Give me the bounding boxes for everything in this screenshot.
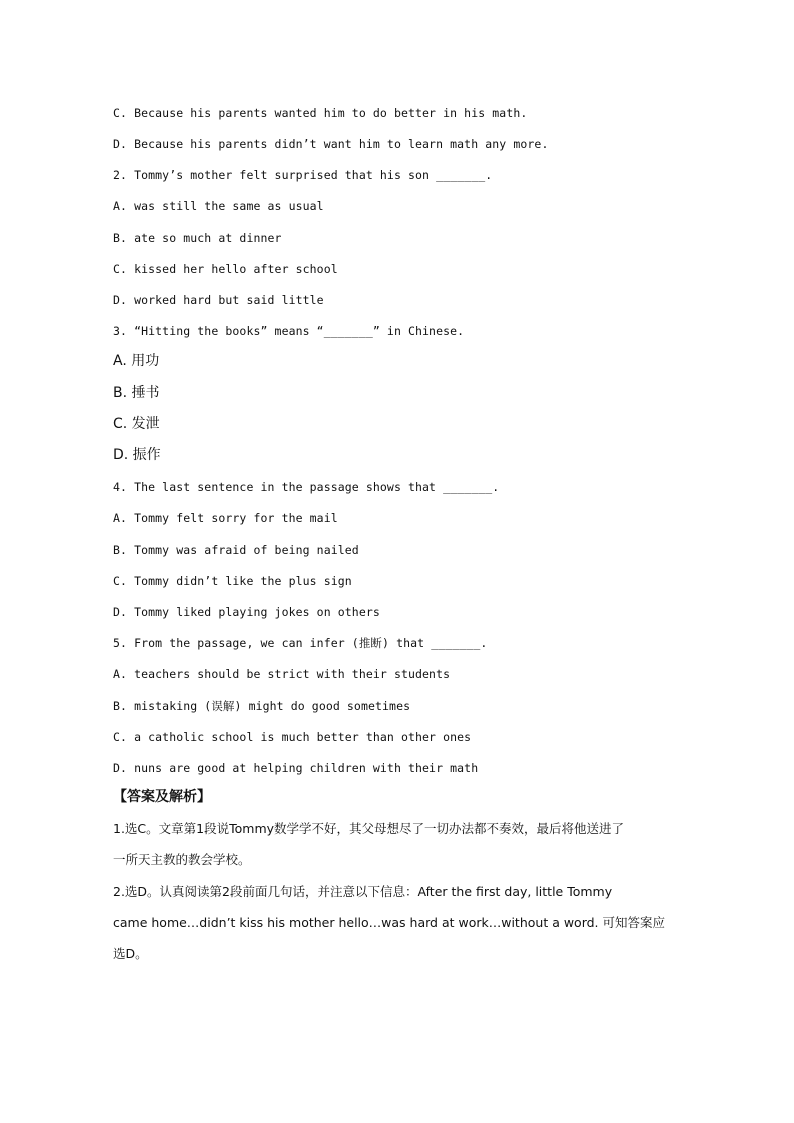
answer-2-line-3: 选D。	[113, 946, 148, 961]
question-4-option-a: A. Tommy felt sorry for the mail	[113, 511, 338, 525]
question-4-option-c: C. Tommy didn’t like the plus sign	[113, 574, 352, 588]
question-3-option-d: D. 振作	[113, 447, 161, 463]
answer-1-line-1: 1.选C。文章第1段说Tommy数学学不好，其父母想尽了一切办法都不奏效，最后将他送进了	[113, 821, 625, 836]
question-3-option-c: C. 发泄	[113, 416, 160, 432]
question-2-option-a: A. was still the same as usual	[113, 199, 324, 213]
answer-1-line-2: 一所天主教的教会学校。	[113, 852, 251, 867]
question-3: 3. “Hitting the books” means “_______” in Chinese.	[113, 324, 465, 338]
answer-2-line-1: 2.选D。认真阅读第2段前面几句话，并注意以下信息：After the first day, little Tommy	[113, 884, 613, 899]
question-4: 4. The last sentence in the passage shows that _______.	[113, 480, 500, 494]
question-3-option-a: A. 用功	[113, 353, 160, 369]
question-2: 2. Tommy’s mother felt surprised that his son _______.	[113, 168, 493, 182]
question-1-option-d: D. Because his parents didn’t want him to learn math any more.	[113, 137, 549, 151]
question-2-option-c: C. kissed her hello after school	[113, 262, 338, 276]
question-5-option-c: C. a catholic school is much better than other ones	[113, 730, 472, 744]
question-4-option-d: D. Tommy liked playing jokes on others	[113, 605, 380, 619]
question-2-option-b: B. ate so much at dinner	[113, 231, 282, 245]
answers-heading: 【答案及解析】	[113, 789, 211, 805]
answer-2-line-2: came home…didn’t kiss his mother hello…was hard at work…without a word. 可知答案应	[113, 915, 666, 930]
question-5-option-a: A. teachers should be strict with their students	[113, 667, 451, 681]
question-1-option-c: C. Because his parents wanted him to do better in his math.	[113, 106, 528, 120]
question-4-option-b: B. Tommy was afraid of being nailed	[113, 543, 359, 557]
question-2-option-d: D. worked hard but said little	[113, 293, 324, 307]
question-5: 5. From the passage, we can infer (推断) that _______.	[113, 636, 488, 650]
question-5-option-d: D. nuns are good at helping children with their math	[113, 761, 479, 775]
question-5-option-b: B. mistaking (误解) might do good sometimes	[113, 699, 411, 713]
question-3-option-b: B. 捶书	[113, 385, 160, 401]
